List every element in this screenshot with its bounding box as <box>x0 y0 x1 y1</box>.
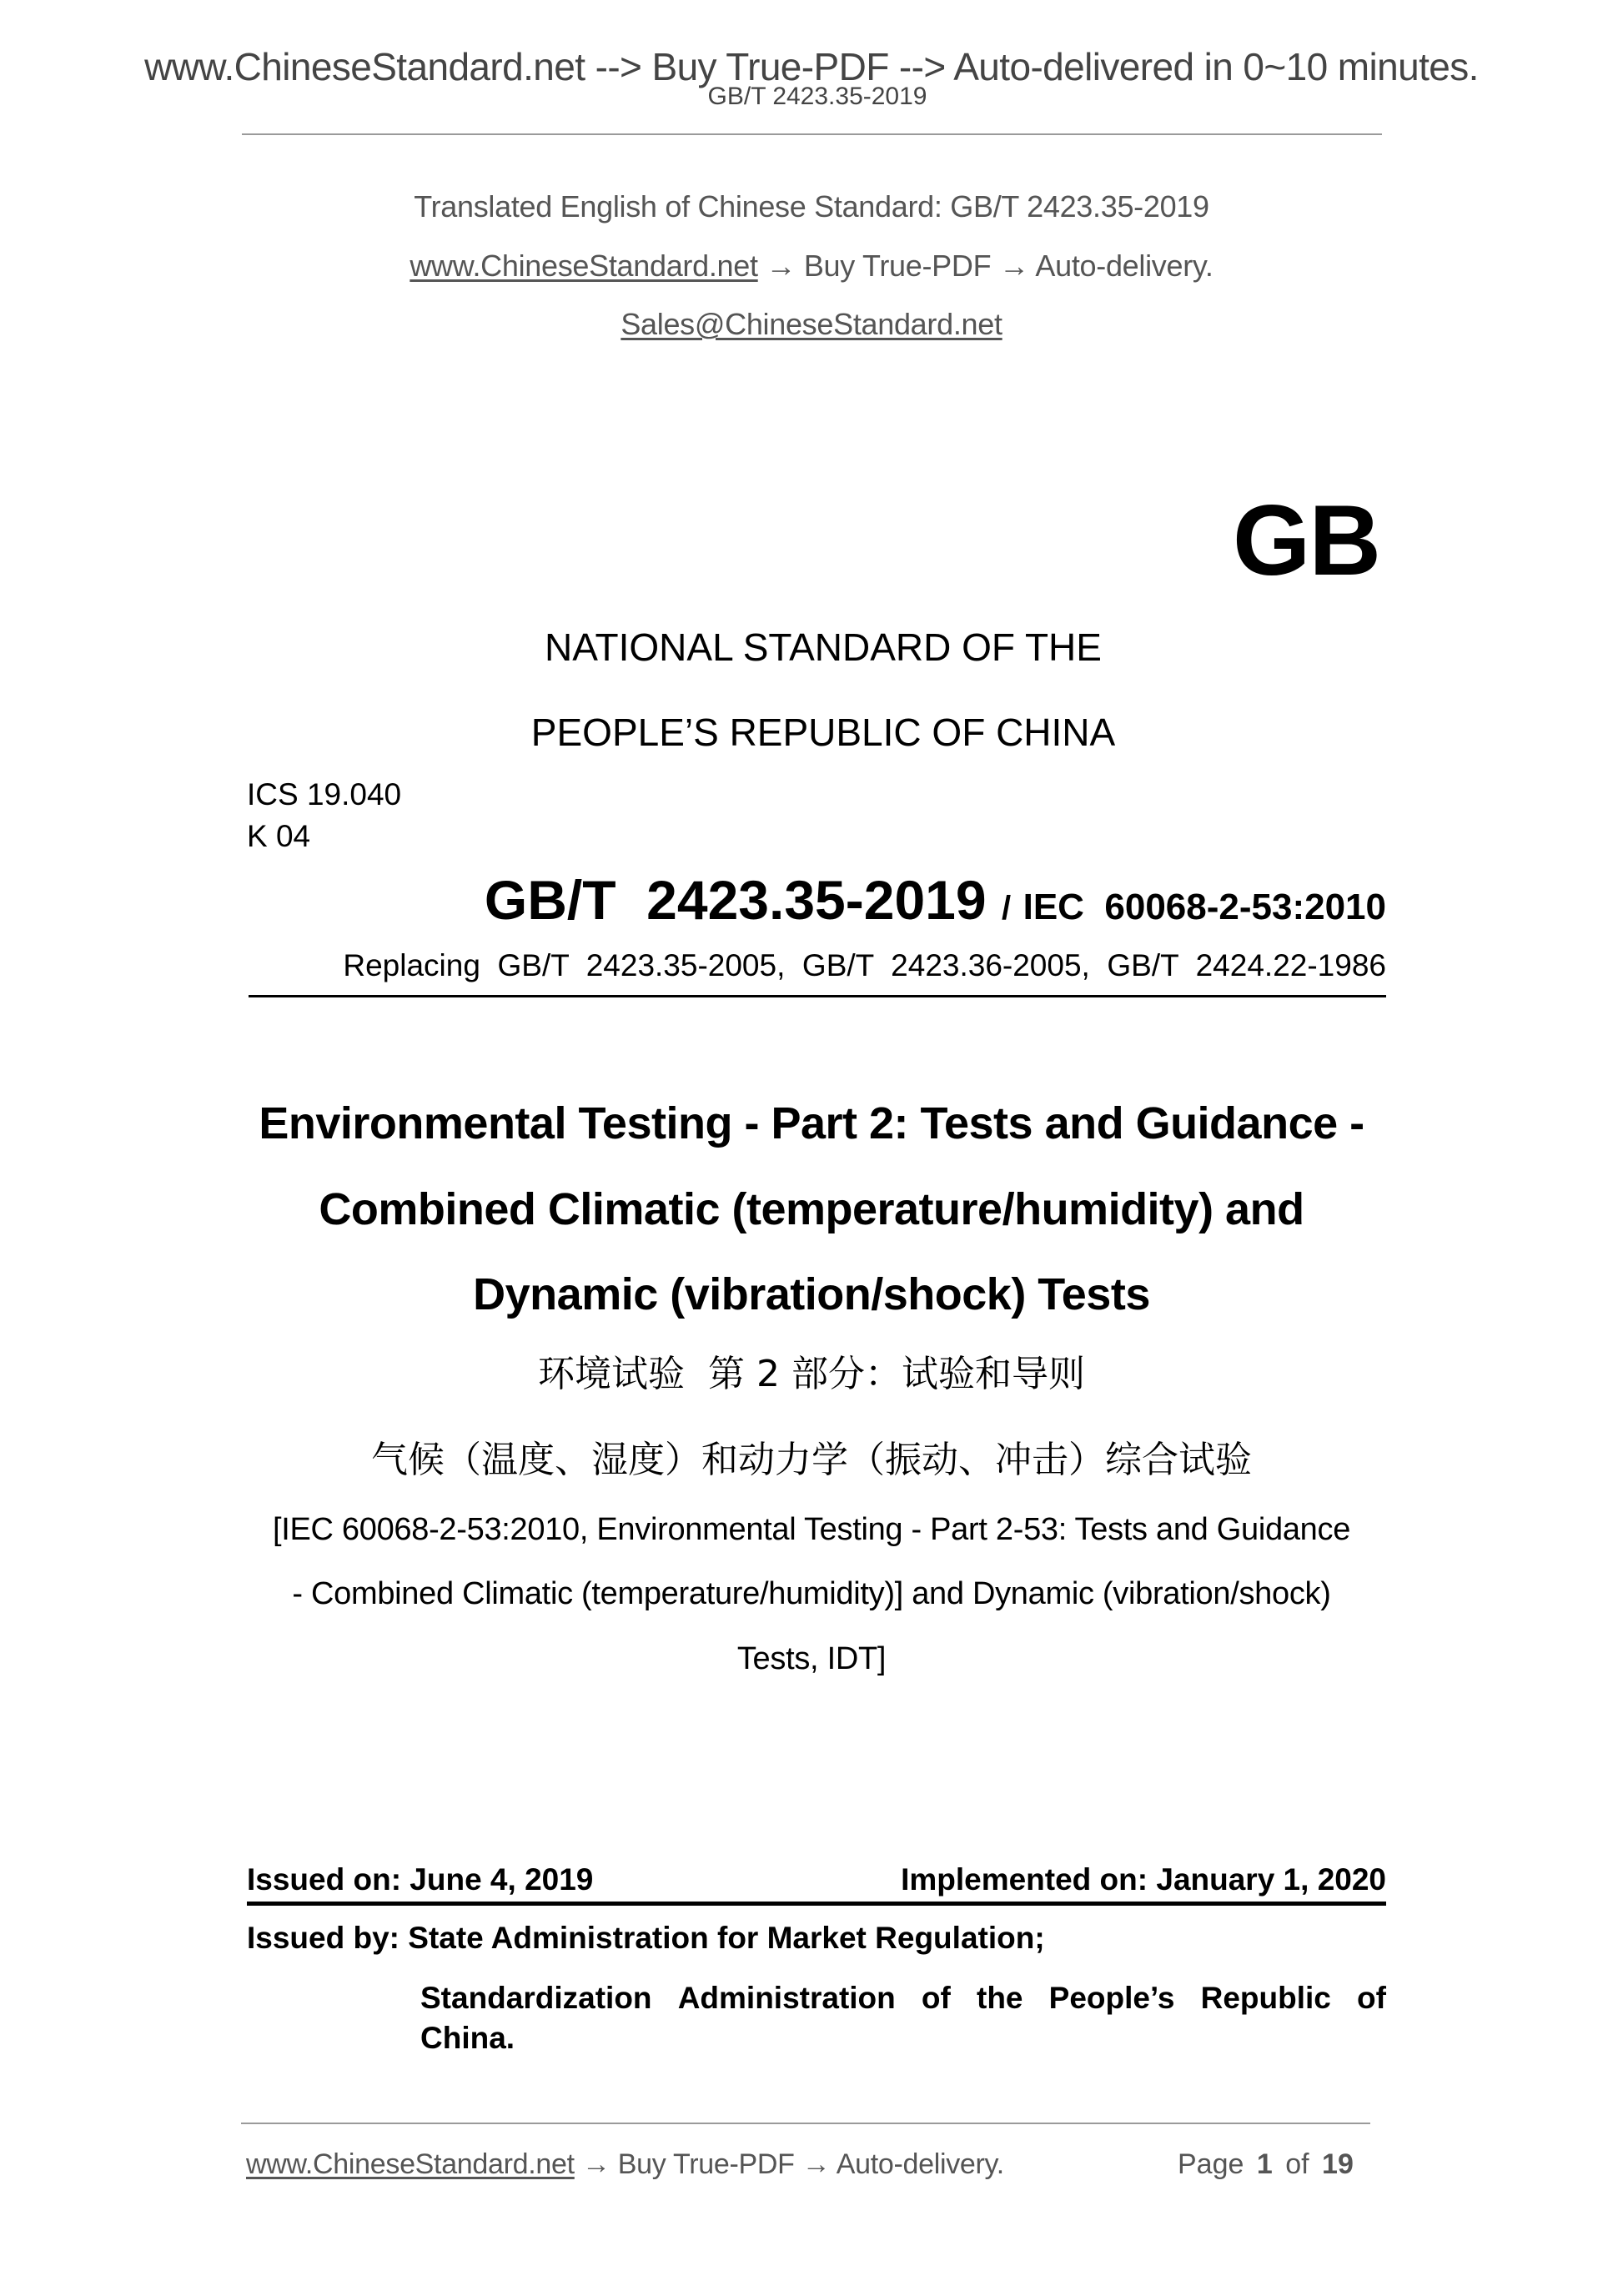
issuer-word: the <box>977 1981 1023 2015</box>
header-doc-code: GB/T 2423.35-2019 <box>707 83 927 110</box>
issuer-word: People’s <box>1048 1981 1175 2015</box>
page-indicator <box>1178 2150 1354 2178</box>
footer-delivery-text: Auto-delivery. <box>836 2148 1004 2180</box>
issuer-sac-line1 <box>420 1982 1386 2013</box>
issuer-word: Standardization <box>420 1981 652 2015</box>
purchase-line <box>0 251 1623 281</box>
issuer-samr: State Administration for Market Regulation; <box>408 1921 1045 1955</box>
issuer-word: of <box>921 1981 951 2015</box>
replacing-line: Replacing GB/T 2423.35-2005, GB/T 2423.36-2005, GB/T 2424.22-1986 <box>343 948 1386 982</box>
standard-separator: / <box>1002 890 1012 927</box>
standard-number-line <box>484 869 1386 931</box>
arrow-right-icon: → <box>998 249 1029 283</box>
issuer-word: Administration <box>677 1981 896 2015</box>
title-en-line2: Combined Climatic (temperature/humidity) and <box>319 1184 1304 1234</box>
footer-purchase-line <box>246 2150 1004 2178</box>
page-current: 1 <box>1256 2148 1273 2180</box>
footer-site-link[interactable]: www.ChineseStandard.net <box>246 2148 575 2180</box>
footer-divider <box>241 2123 1370 2124</box>
footer-buy-text: Buy True-PDF <box>617 2148 795 2180</box>
header-divider <box>242 133 1382 135</box>
sales-email-link[interactable]: Sales@ChineseStandard.net <box>621 307 1002 341</box>
iec-reference-line2: - Combined Climatic (temperature/humidity)] and Dynamic (vibration/shock) <box>292 1576 1331 1611</box>
buy-true-pdf-text: Buy True-PDF <box>803 249 992 283</box>
ics-code: ICS 19.040 <box>247 777 402 811</box>
standard-number: GB/T 2423.35-2019 <box>484 869 987 931</box>
page-total: 19 <box>1322 2148 1354 2180</box>
arrow-right-icon: → <box>801 2148 831 2180</box>
issued-by-line <box>247 1922 1045 1953</box>
top-banner: www.ChineseStandard.net --> Buy True-PDF --> Auto-delivered in 0~10 minutes. <box>144 45 1479 88</box>
arrow-right-icon: → <box>581 2148 611 2180</box>
standard-divider <box>249 995 1386 997</box>
iec-reference-line1: [IEC 60068-2-53:2010, Environmental Testing - Part 2-53: Tests and Guidance <box>272 1512 1351 1547</box>
implemented-on-date: Implemented on: January 1, 2020 <box>901 1862 1386 1897</box>
gb-logo: GB <box>1233 485 1379 596</box>
dates-divider <box>247 1902 1386 1906</box>
arrow-right-icon: → <box>766 249 796 283</box>
title-en-line1: Environmental Testing - Part 2: Tests and Guidance - <box>259 1098 1364 1148</box>
title-zh-line2: 气候（温度、湿度）和动力学（振动、冲击）综合试验 <box>371 1439 1252 1481</box>
translation-notice: Translated English of Chinese Standard: GB/T 2423.35-2019 <box>414 189 1209 224</box>
issued-by-label: Issued by: <box>247 1921 399 1955</box>
page-of-label: of <box>1285 2148 1309 2180</box>
ccs-code: K 04 <box>247 819 311 853</box>
issuer-word: Republic <box>1200 1981 1331 2015</box>
issued-on-date: Issued on: June 4, 2019 <box>247 1862 594 1897</box>
issuer-word: of <box>1357 1981 1386 2015</box>
page-label: Page <box>1178 2148 1244 2180</box>
national-standard-line2: PEOPLE’S REPUBLIC OF CHINA <box>530 711 1116 754</box>
iec-equivalent: IEC 60068-2-53:2010 <box>1023 887 1386 927</box>
issuer-sac-line2: China. <box>420 2021 515 2055</box>
national-standard-line1: NATIONAL STANDARD OF THE <box>545 625 1102 669</box>
site-link[interactable]: www.ChineseStandard.net <box>410 249 758 283</box>
title-zh-line1: 环境试验 第 2 部分：试验和导则 <box>538 1353 1085 1395</box>
auto-delivery-text: Auto-delivery. <box>1035 249 1213 283</box>
iec-reference-line3: Tests, IDT] <box>736 1641 887 1676</box>
email-line <box>0 309 1623 339</box>
title-en-line3: Dynamic (vibration/shock) Tests <box>473 1269 1150 1319</box>
